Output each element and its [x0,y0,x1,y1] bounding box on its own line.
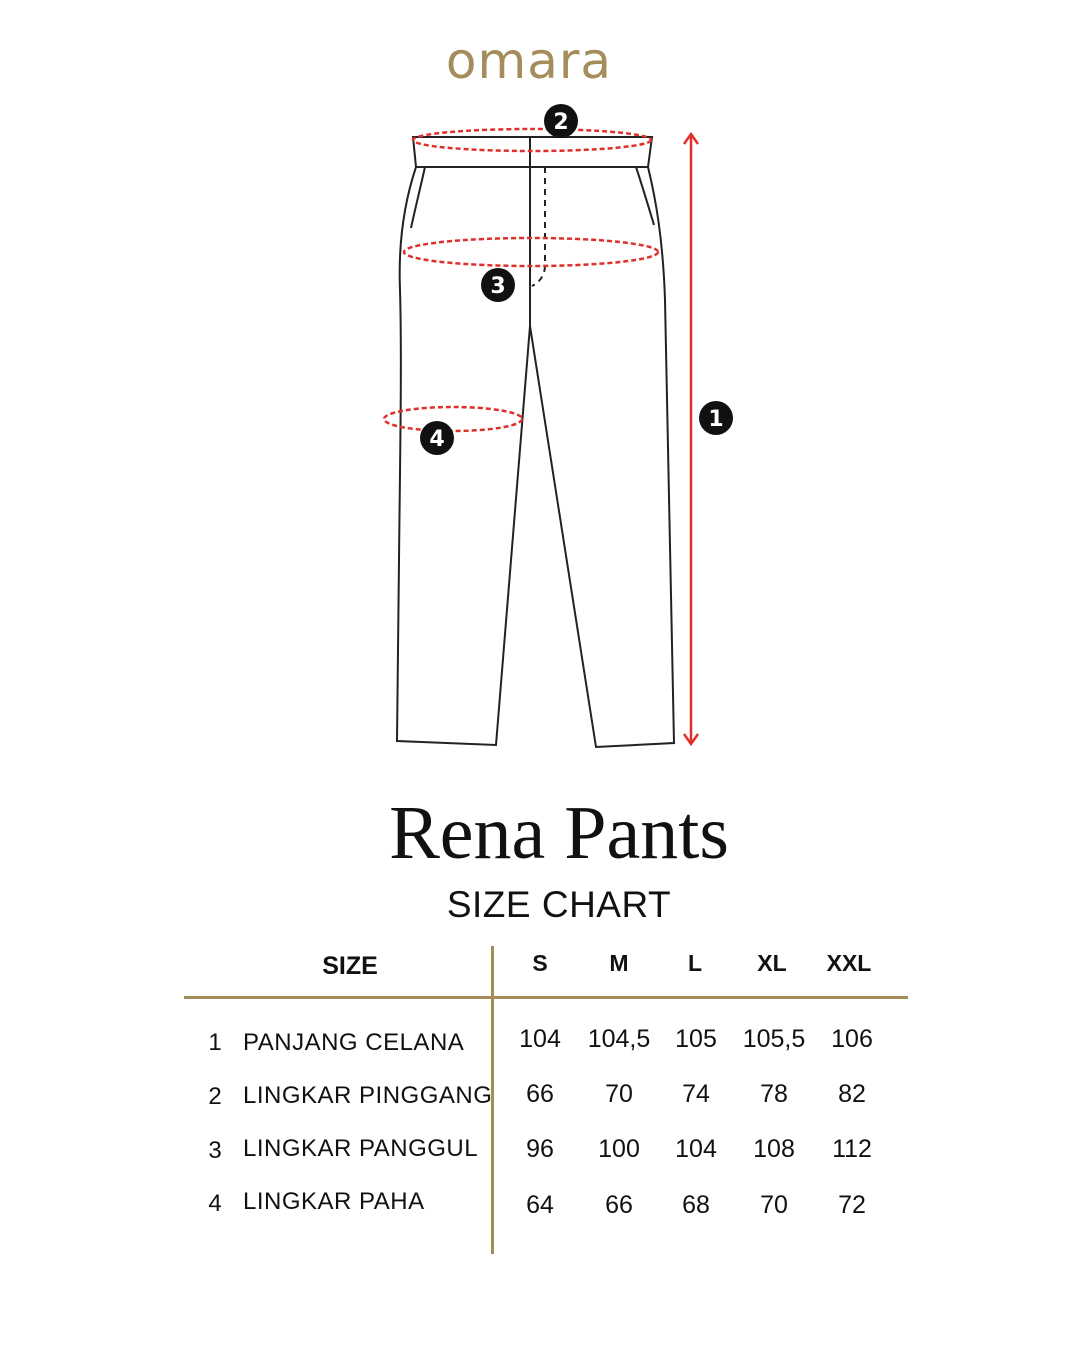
row-label: LINGKAR PANGGUL [243,1135,479,1162]
marker-3-label: 3 [490,274,506,299]
table-cell: 104 [519,1025,561,1053]
header-divider [184,996,908,999]
table-cell: 108 [753,1135,795,1163]
row-number: 4 [208,1190,222,1217]
marker-4 [420,421,454,455]
table-cell: 106 [831,1025,873,1053]
table-cell: 105,5 [742,1025,806,1053]
size-header: SIZE [322,952,378,980]
chart-subtitle: SIZE CHART [446,884,672,925]
thigh-measure-ellipse [384,407,522,431]
marker-3 [481,268,515,302]
col-header-xl: XL [757,950,787,976]
table-cell: 105 [675,1025,717,1053]
fly-stitch [532,167,545,286]
table-cell: 78 [760,1080,788,1108]
marker-4-label: 4 [429,427,445,452]
row-label: LINGKAR PINGGANG [243,1082,493,1109]
table-cell: 66 [605,1191,633,1219]
table-cell: 74 [682,1080,710,1108]
product-title: Rena Pants [389,791,729,875]
table-cell: 100 [598,1135,640,1163]
brand-logo: omara [445,32,613,90]
table-cell: 96 [526,1135,554,1163]
table-cell: 70 [760,1191,788,1219]
row-label: PANJANG CELANA [243,1029,465,1056]
marker-1-label: 1 [708,407,724,432]
marker-2 [544,104,578,138]
col-header-s: S [532,950,548,976]
table-cell: 66 [526,1080,554,1108]
table-cell: 70 [605,1080,633,1108]
table-cell: 82 [838,1080,866,1108]
table-cell: 112 [832,1135,872,1163]
pants-silhouette [397,167,674,747]
row-number: 1 [208,1029,222,1056]
table-cell: 68 [682,1191,710,1219]
length-arrow [684,134,698,744]
row-number: 2 [208,1083,222,1110]
table-cell: 64 [526,1191,554,1219]
waist-measure-ellipse [413,129,651,151]
col-header-xxl: XXL [826,950,872,976]
marker-1 [699,401,733,435]
col-header-l: L [687,950,703,976]
table-cell: 72 [838,1191,866,1219]
col-header-m: M [609,950,629,976]
table-cell: 104,5 [587,1025,651,1053]
table-cell: 104 [675,1135,717,1163]
row-label: LINGKAR PAHA [243,1188,425,1215]
marker-2-label: 2 [553,110,569,135]
row-number: 3 [208,1137,222,1164]
right-pocket [636,167,654,225]
